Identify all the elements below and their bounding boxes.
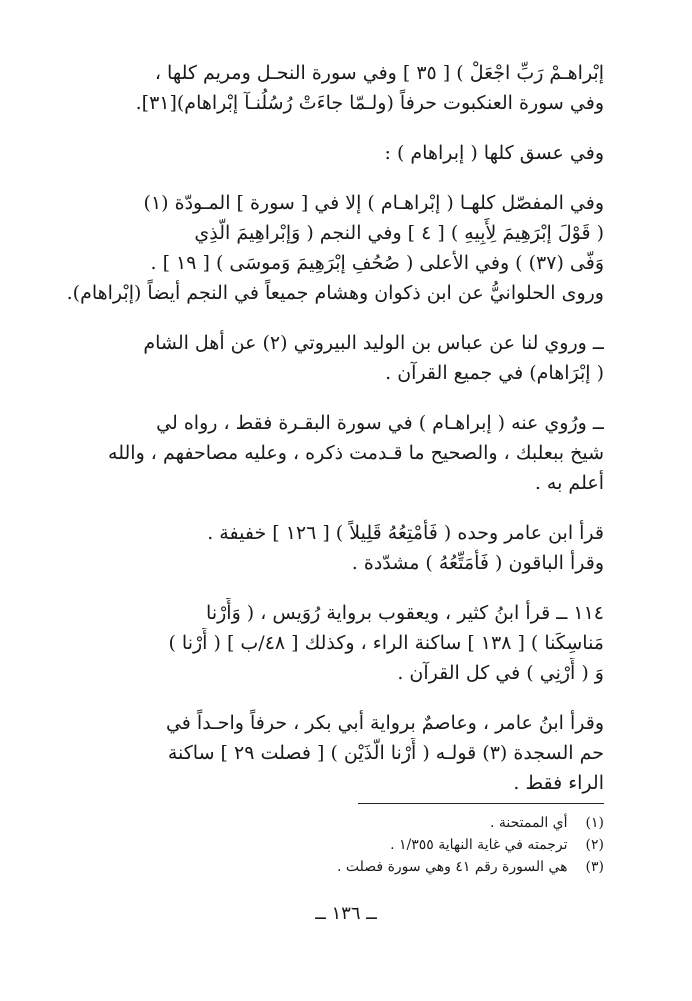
footnote-divider	[358, 803, 604, 804]
text-line: ــ وروي لنا عن عباس بن الوليد البيروتي (٢) عن أهل الشام	[143, 332, 604, 354]
text-line: ( إبْرَاهام) في جميع القرآن .	[385, 362, 604, 384]
footnotes	[304, 812, 604, 878]
text-line: أعلم به .	[534, 472, 604, 494]
footnote-number: (١)	[585, 815, 604, 831]
footnote	[304, 834, 604, 856]
text-line: وفي عسق كلها ( إبراهام ) :	[384, 142, 604, 164]
text-line: حم السجدة (٣) قولـه ( أَرْنا الّذَيْن ) [ فصلت ٢٩ ] ساكنة	[167, 742, 604, 764]
text-line: وقرأ الباقون ( فَأُمَتِّعُهُ ) مشدّدة .	[351, 552, 604, 574]
text-line: مَناسِكَنا ) [ ١٣٨ ] ساكنة الراء ، وكذلك [ ٤٨/ب ] ( أَرْنا )	[168, 632, 604, 654]
page-body	[60, 58, 604, 798]
text-line: ١١٤ ــ قرأ ابنُ كثير ، ويعقوب برواية رُوَيس ، ( وَأَرْنا	[206, 602, 604, 624]
footnote-number: (٢)	[585, 837, 604, 853]
text-line: وَ ( أَرْنِي ) في كل القرآن .	[397, 662, 604, 684]
footnote	[304, 812, 604, 834]
text-line: إبْراهـمْ رَبِّ اجْعَلْ ) [ ٣٥ ] وفي سورة النحـل ومريم كلها ،	[154, 62, 604, 84]
footnote-text: أي الممتحنة .	[490, 815, 568, 831]
footnote	[304, 856, 604, 878]
footnote-text: هي السورة رقم ٤١ وهي سورة فصلت .	[337, 859, 568, 875]
text-line: الراء فقط .	[513, 772, 604, 794]
footnote-number: (٣)	[585, 859, 604, 875]
page-number: ــ ١٣٦ ــ	[315, 903, 377, 924]
text-line: وَفّى (٣٧) ) وفي الأعلى ( صُحُفِ إبْرَهِيمَ وَموسَى ) [ ١٩ ] .	[150, 252, 604, 274]
text-line: وقرأ ابنُ عامر ، وعاصمٌ برواية أبي بكر ، حرفاً واحـداً في	[165, 712, 604, 734]
footnote-text: ترجمته في غاية النهاية ١/٣٥٥ .	[390, 837, 568, 853]
text-line: ــ ورُوي عنه ( إبراهـام ) في سورة البقـرة فقط ، رواه لي	[156, 412, 604, 434]
text-line: وفي المفصّل كلهـا ( إبْراهـام ) إلا في [ سورة ] المـودّة (١)	[143, 192, 604, 214]
text-line: شيخ ببعلبك ، والصحيح ما قـدمت ذكره ، وعليه مصاحفهم ، والله	[108, 442, 604, 464]
text-line: ( قَوْلَ إبْرَهِيمَ لِأَبِيهِ ) [ ٤ ] وفي النجم ( وَإبْراهِيمَ الّذِي	[194, 222, 604, 244]
text-line: وروى الحلوانيُّ عن ابن ذكوان وهشام جميعاً في النجم أيضاً (إبْراهام).	[66, 282, 604, 304]
text-line: وفي سورة العنكبوت حرفاً (ولـمّا جاءَتْ رُسُلُنـآ إبْراهام)[٣١].	[135, 92, 604, 114]
text-line: قرأ ابن عامر وحده ( فَأُمْتِعُهُ قَلِيلاً ) [ ١٢٦ ] خفيفة .	[207, 522, 604, 544]
